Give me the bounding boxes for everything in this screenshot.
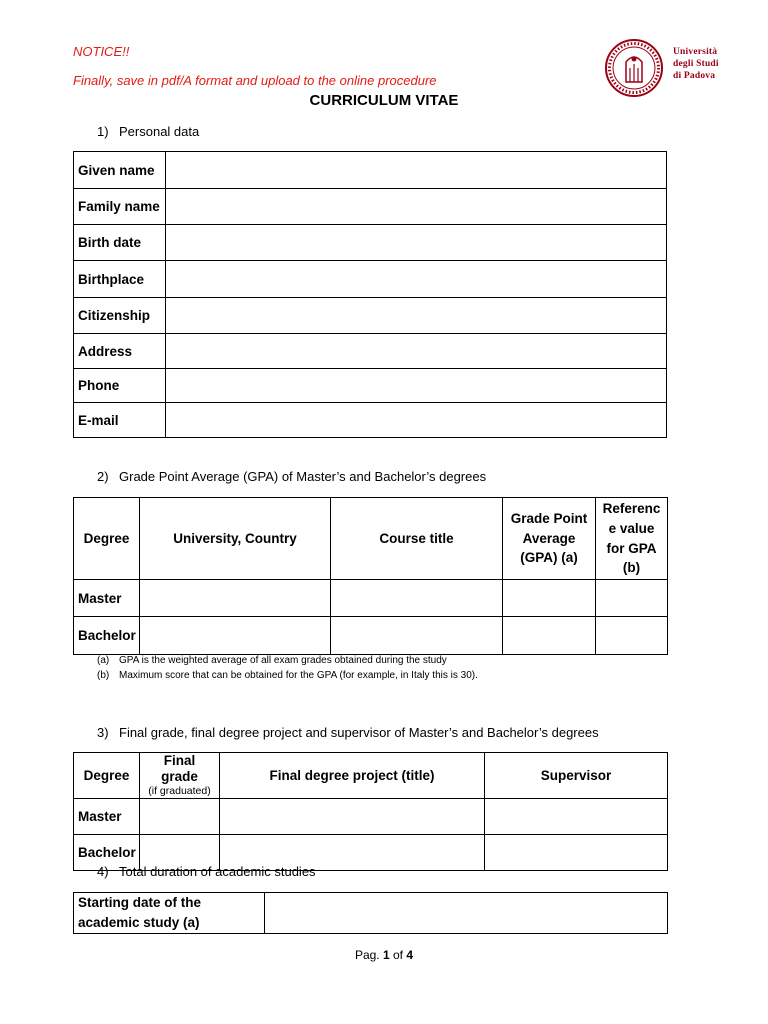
total-pages: 4 (406, 948, 414, 962)
header-line: for GPA (606, 540, 657, 556)
section-number: 3) (97, 725, 109, 740)
header-note: (if graduated) (148, 785, 211, 798)
column-header-gpa (503, 498, 596, 580)
row-label-master: Master (74, 580, 140, 617)
row-label-master: Master (74, 798, 140, 834)
master-reference-value-field[interactable] (596, 580, 668, 617)
section-heading-text: Total duration of academic studies (119, 864, 316, 879)
section-number: 4) (97, 864, 109, 879)
section-heading-personal-data (97, 124, 199, 139)
page-of: of (389, 948, 407, 962)
master-final-grade-field[interactable] (140, 798, 220, 834)
family-name-field[interactable] (166, 189, 667, 225)
column-header-degree: Degree (74, 753, 140, 799)
header-line: (GPA) (a) (520, 550, 578, 566)
row-label-family-name: Family name (74, 189, 166, 225)
column-header-final-project: Final degree project (title) (220, 753, 485, 799)
address-field[interactable] (166, 334, 667, 369)
phone-field[interactable] (166, 369, 667, 403)
section-number: 2) (97, 469, 109, 484)
row-label-bachelor: Bachelor (74, 617, 140, 655)
row-label-birth-date: Birth date (74, 225, 166, 261)
footnote-b (97, 670, 478, 681)
current-page: 1 (382, 948, 390, 962)
email-field[interactable] (166, 403, 667, 438)
duration-table (73, 892, 668, 934)
page-prefix: Pag. (354, 948, 383, 962)
row-label-starting-date (74, 893, 265, 934)
final-grade-table (73, 752, 668, 871)
birth-date-field[interactable] (166, 225, 667, 261)
gpa-table (73, 497, 668, 655)
header-line: Final grade (161, 753, 198, 785)
row-label-email: E-mail (74, 403, 166, 438)
footnote-a (97, 655, 447, 666)
bachelor-university-field[interactable] (140, 617, 331, 655)
section-number: 1) (97, 124, 109, 139)
column-header-course-title: Course title (331, 498, 503, 580)
master-supervisor-field[interactable] (485, 798, 668, 834)
row-label-given-name: Given name (74, 152, 166, 189)
header-line: Referenc (602, 501, 661, 517)
footnote-key: (b) (97, 670, 110, 681)
bachelor-course-title-field[interactable] (331, 617, 503, 655)
university-name-line: degli Studi (673, 59, 719, 69)
row-label-address: Address (74, 334, 166, 369)
document-title: CURRICULUM VITAE (309, 92, 459, 109)
header-line: e value (608, 520, 655, 536)
label-line: academic study (a) (78, 915, 200, 930)
row-label-phone: Phone (74, 369, 166, 403)
citizenship-field[interactable] (166, 298, 667, 334)
personal-data-table (73, 151, 667, 438)
row-label-bachelor: Bachelor (74, 834, 140, 870)
row-label-birthplace: Birthplace (74, 261, 166, 298)
footnote-text: GPA is the weighted average of all exam grades obtained during the study (119, 655, 447, 666)
column-header-supervisor: Supervisor (485, 753, 668, 799)
section-heading-text: Personal data (119, 124, 200, 139)
given-name-field[interactable] (166, 152, 667, 189)
notice-title: NOTICE!! (73, 44, 130, 59)
bachelor-supervisor-field[interactable] (485, 834, 668, 870)
section-heading-text: Final grade, final degree project and supervisor of Master’s and Bachelor’s degrees (119, 725, 599, 740)
column-header-degree: Degree (74, 498, 140, 580)
starting-date-field[interactable] (265, 893, 668, 934)
section-heading-gpa (97, 469, 486, 484)
master-project-title-field[interactable] (220, 798, 485, 834)
section-heading-final-grade (97, 725, 599, 740)
header-line: Average (522, 530, 576, 546)
column-header-final-grade (140, 753, 220, 799)
column-header-university-country: University, Country (140, 498, 331, 580)
notice-line: Finally, save in pdf/A format and upload to the online procedure (73, 73, 437, 88)
label-line: Starting date of the (78, 895, 202, 911)
section-heading-text: Grade Point Average (GPA) of Master’s and Bachelor’s degrees (119, 469, 487, 484)
bachelor-gpa-field[interactable] (503, 617, 596, 655)
section-heading-duration (97, 864, 316, 879)
university-name (673, 46, 719, 82)
page-number (0, 948, 768, 962)
footnote-text: Maximum score that can be obtained for the GPA (for example, in Italy this is 30). (119, 670, 478, 681)
university-name-line: di Padova (673, 71, 716, 81)
column-header-reference-value (596, 498, 668, 580)
master-gpa-field[interactable] (503, 580, 596, 617)
header-line: Grade Point (510, 511, 588, 527)
header-line: (b) (622, 560, 641, 576)
master-university-field[interactable] (140, 580, 331, 617)
bachelor-reference-value-field[interactable] (596, 617, 668, 655)
university-seal-logo (604, 38, 664, 98)
university-name-line: Università (673, 47, 718, 57)
footnote-key: (a) (97, 655, 110, 666)
row-label-citizenship: Citizenship (74, 298, 166, 334)
birthplace-field[interactable] (166, 261, 667, 298)
master-course-title-field[interactable] (331, 580, 503, 617)
